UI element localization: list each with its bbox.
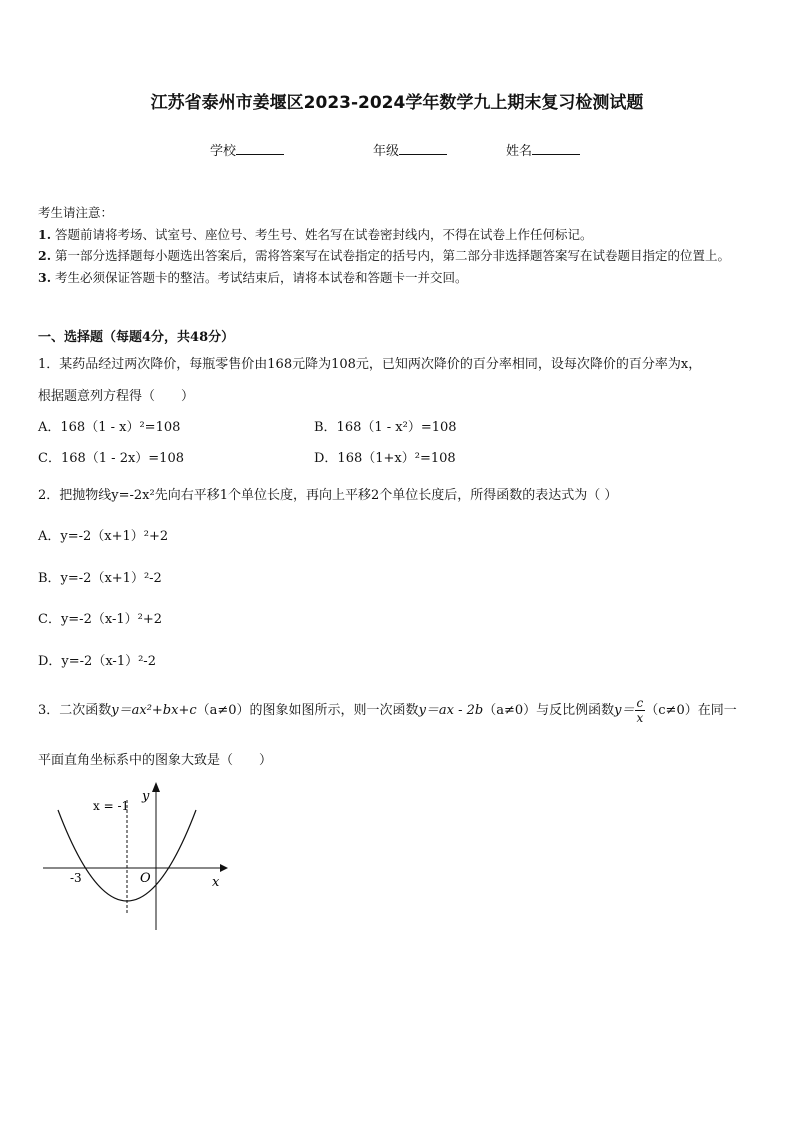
school-blank[interactable] bbox=[236, 142, 284, 155]
q3-fraction: $\frac{c}{x}$ bbox=[636, 696, 644, 725]
grade-blank[interactable] bbox=[399, 142, 447, 155]
q2-stem: 2．把抛物线y=-2x²先向右平移1个单位长度，再向上平移2个单位长度后，所得函数的表达式为（ ） bbox=[38, 488, 618, 503]
name-field bbox=[506, 140, 580, 159]
y-axis-arrow bbox=[152, 782, 160, 792]
q3-stem-line1: 3．二次函数y＝ax²+bx+c（a≠0）的图象如图所示，则一次函数y＝ax - 2b（a≠0）与反比例函数y＝ $\frac{c}{x}$ （c≠0）在同一 bbox=[38, 696, 737, 725]
symmetry-label: x = -1 bbox=[93, 799, 130, 813]
grade-field bbox=[373, 140, 447, 159]
q1-stem-line1: 1．某药品经过两次降价，每瓶零售价由168元降为108元，已知两次降价的百分率相同，设每次降价的百分率为x， bbox=[38, 357, 702, 372]
exam-notes bbox=[38, 202, 768, 288]
name-blank[interactable] bbox=[532, 142, 580, 155]
q1-stem-line2: 根据题意列方程得（ ） bbox=[38, 389, 195, 404]
grade-label: 年级 bbox=[373, 144, 400, 159]
section-heading: 一、选择题（每题4分，共48分） bbox=[38, 330, 235, 345]
x-axis-arrow bbox=[220, 864, 228, 872]
q2-option-c[interactable]: C．y=-2（x-1）²+2 bbox=[38, 612, 162, 627]
q1-option-b[interactable]: B．168（1 - x²）=108 bbox=[314, 420, 457, 435]
q3-formula-linear: y＝ax - 2b bbox=[418, 703, 484, 718]
q1-option-c[interactable]: C．168（1 - 2x）=108 bbox=[38, 451, 184, 466]
name-label: 姓名 bbox=[506, 144, 533, 159]
note-2: 2. 第一部分选择题每小题选出答案后，需将答案写在试卷指定的括号内，第二部分非选择题答案写在试卷题目指定的位置上。 bbox=[38, 248, 731, 263]
note-3: 3. 考生必须保证答题卡的整洁。考试结束后，请将本试卷和答题卡一并交回。 bbox=[38, 269, 468, 285]
root-label: -3 bbox=[70, 871, 82, 885]
x-axis-label: x bbox=[212, 875, 220, 890]
q3-stem-line2: 平面直角坐标系中的图象大致是（ ） bbox=[38, 753, 273, 768]
page-title: 江苏省泰州市姜堰区2023-2024学年数学九上期末复习检测试题 bbox=[150, 93, 644, 113]
school-label: 学校 bbox=[210, 144, 237, 159]
q3-formula-quadratic: y＝ax²+bx+c bbox=[111, 703, 197, 718]
notes-heading: 考生请注意： bbox=[38, 205, 114, 220]
q2-option-d[interactable]: D．y=-2（x-1）²-2 bbox=[38, 654, 156, 669]
q3-parabola-figure bbox=[38, 778, 238, 938]
q1-option-a[interactable]: A．168（1 - x）²=108 bbox=[38, 420, 181, 435]
school-field bbox=[210, 140, 284, 159]
q1-option-d[interactable]: D．168（1+x）²=108 bbox=[314, 451, 456, 466]
q2-option-a[interactable]: A．y=-2（x+1）²+2 bbox=[38, 529, 169, 544]
q2-option-b[interactable]: B．y=-2（x+1）²-2 bbox=[38, 571, 162, 586]
note-1: 1. 答题前请将考场、试室号、座位号、考生号、姓名写在试卷密封线内，不得在试卷上作任何标记。 bbox=[38, 226, 593, 242]
q3-formula-inverse: y＝ bbox=[614, 703, 635, 718]
origin-label: O bbox=[140, 871, 151, 886]
y-axis-label: y bbox=[142, 789, 150, 804]
